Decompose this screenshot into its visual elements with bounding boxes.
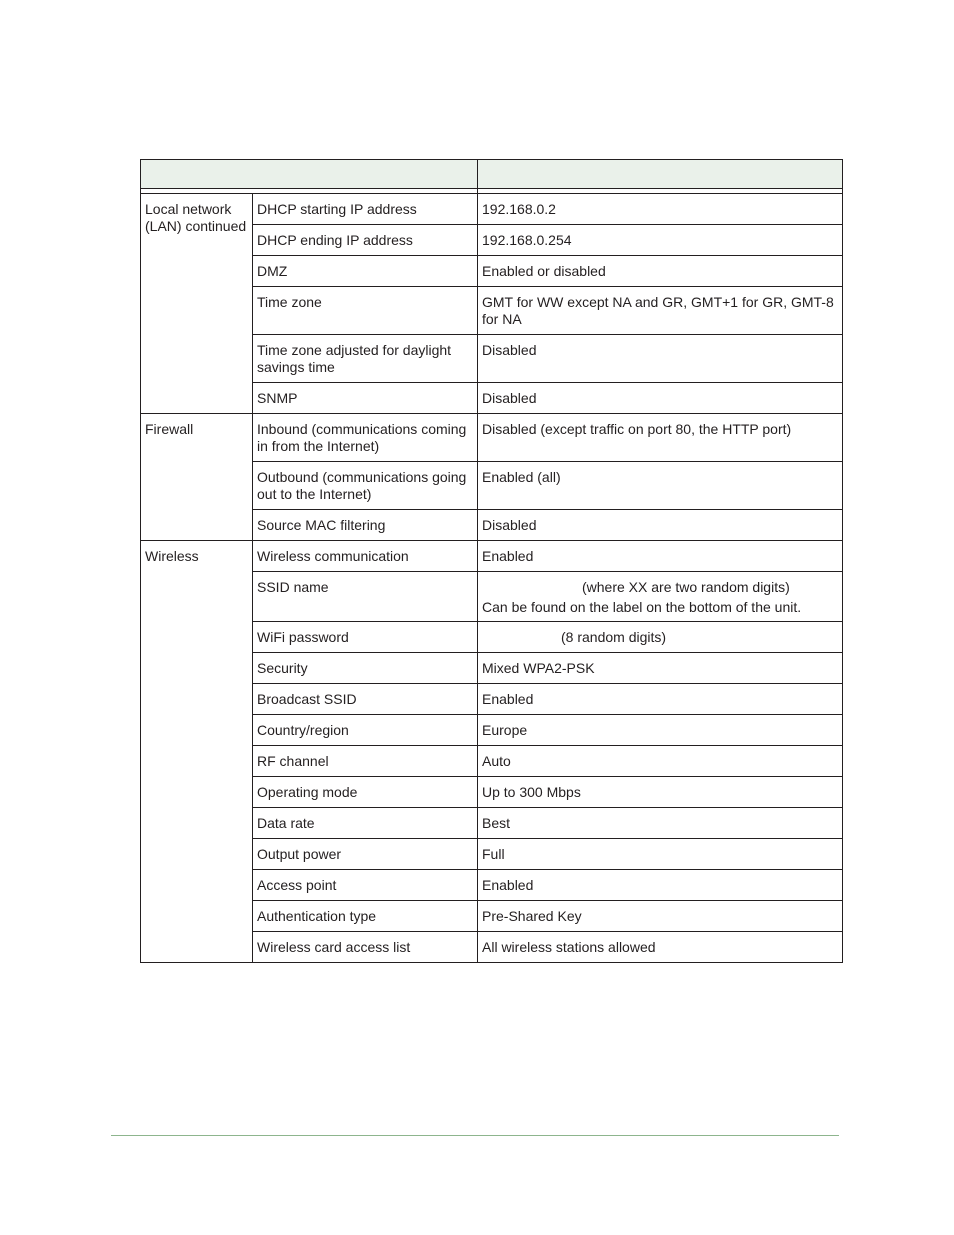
value-cell: Mixed WPA2-PSK bbox=[478, 653, 843, 684]
value-cell: Disabled bbox=[478, 510, 843, 541]
setting-cell: SSID name bbox=[253, 572, 478, 622]
value-cell: Disabled bbox=[478, 335, 843, 383]
value-cell: Enabled bbox=[478, 684, 843, 715]
setting-cell: Wireless card access list bbox=[253, 932, 478, 963]
value-cell: Disabled bbox=[478, 383, 843, 414]
setting-cell: Data rate bbox=[253, 808, 478, 839]
value-cell: Enabled (all) bbox=[478, 462, 843, 510]
table-row bbox=[141, 541, 843, 572]
value-cell bbox=[478, 622, 843, 653]
factory-settings-table bbox=[140, 159, 843, 963]
value-cell: 192.168.0.2 bbox=[478, 194, 843, 225]
value-cell: Full bbox=[478, 839, 843, 870]
setting-cell: DHCP starting IP address bbox=[253, 194, 478, 225]
setting-cell: SNMP bbox=[253, 383, 478, 414]
setting-cell: Source MAC filtering bbox=[253, 510, 478, 541]
setting-cell: Authentication type bbox=[253, 901, 478, 932]
setting-cell: Operating mode bbox=[253, 777, 478, 808]
ssid-note: (where XX are two random digits) bbox=[582, 579, 790, 595]
category-cell: Local network (LAN) continued bbox=[141, 194, 253, 414]
value-cell: All wireless stations allowed bbox=[478, 932, 843, 963]
value-cell: Auto bbox=[478, 746, 843, 777]
setting-cell: Time zone bbox=[253, 287, 478, 335]
ssid-label-note: Can be found on the label on the bottom of the unit. bbox=[482, 599, 802, 615]
table-row bbox=[141, 194, 843, 225]
table-header-row bbox=[141, 160, 843, 189]
setting-cell: DHCP ending IP address bbox=[253, 225, 478, 256]
value-cell: Europe bbox=[478, 715, 843, 746]
setting-cell: Wireless communication bbox=[253, 541, 478, 572]
category-cell: Firewall bbox=[141, 414, 253, 541]
setting-cell: Broadcast SSID bbox=[253, 684, 478, 715]
setting-cell: DMZ bbox=[253, 256, 478, 287]
setting-cell: Access point bbox=[253, 870, 478, 901]
setting-cell: Security bbox=[253, 653, 478, 684]
value-cell: Enabled bbox=[478, 541, 843, 572]
password-note: (8 random digits) bbox=[561, 629, 667, 645]
value-cell: Disabled (except traffic on port 80, the HTTP port) bbox=[478, 414, 843, 462]
value-cell: Up to 300 Mbps bbox=[478, 777, 843, 808]
category-cell: Wireless bbox=[141, 541, 253, 963]
setting-cell: WiFi password bbox=[253, 622, 478, 653]
setting-cell: Inbound (communications coming in from the Internet) bbox=[253, 414, 478, 462]
value-cell: Enabled bbox=[478, 870, 843, 901]
value-cell: Best bbox=[478, 808, 843, 839]
value-cell: GMT for WW except NA and GR, GMT+1 for GR, GMT-8 for NA bbox=[478, 287, 843, 335]
header-cell-feature bbox=[141, 160, 478, 189]
setting-cell: RF channel bbox=[253, 746, 478, 777]
value-cell: Pre-Shared Key bbox=[478, 901, 843, 932]
setting-cell: Outbound (communications going out to the Internet) bbox=[253, 462, 478, 510]
setting-cell: Country/region bbox=[253, 715, 478, 746]
setting-cell: Output power bbox=[253, 839, 478, 870]
value-cell: 192.168.0.254 bbox=[478, 225, 843, 256]
table-row bbox=[141, 414, 843, 462]
value-cell bbox=[478, 572, 843, 622]
header-cell-default bbox=[478, 160, 843, 189]
value-cell: Enabled or disabled bbox=[478, 256, 843, 287]
footer-divider bbox=[111, 1135, 839, 1136]
setting-cell: Time zone adjusted for daylight savings time bbox=[253, 335, 478, 383]
